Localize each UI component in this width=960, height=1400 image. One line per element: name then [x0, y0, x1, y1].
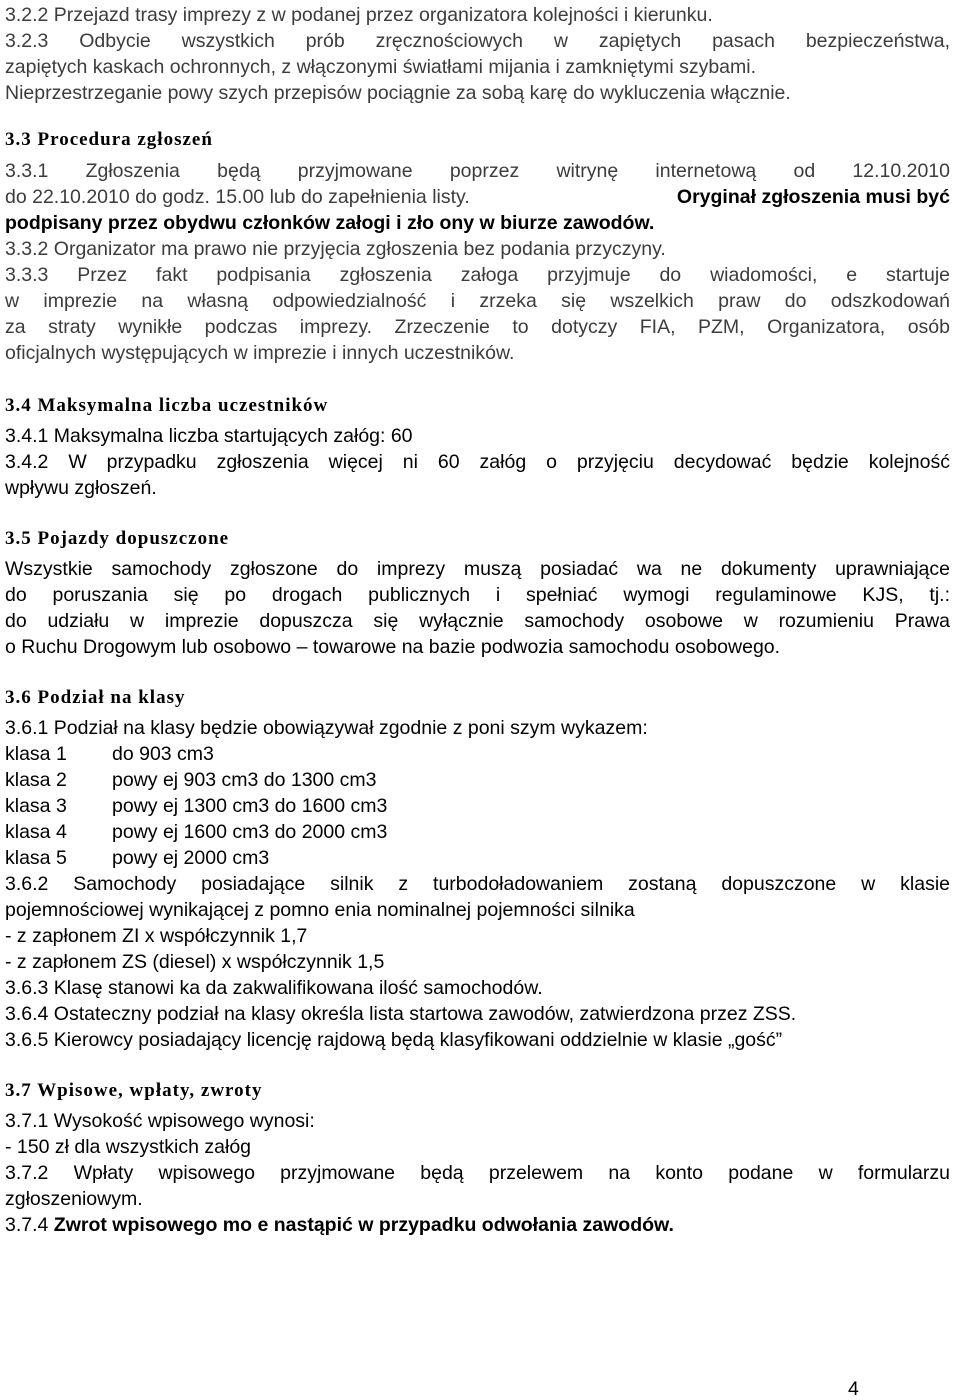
- class-name: klasa 4: [5, 821, 67, 843]
- class-range: powy ej 903 cm3 do 1300 cm3: [112, 769, 377, 791]
- section-heading-3-4: 3.4 Maksymalna liczba uczestników: [5, 395, 329, 416]
- rule-3-4-2: 3.4.2 W przypadku zgłoszenia więcej ni 60 załóg o przyjęciu decydować będzie kolejność: [5, 451, 950, 473]
- rule-3-3-3-cont3: oficjalnych występujących w imprezie i innych uczestników.: [5, 342, 515, 364]
- rule-3-6-2-cont: pojemnościowej wynikającej z pomno enia nominalnej pojemności silnika: [5, 899, 635, 921]
- class-name: klasa 1: [5, 743, 67, 765]
- class-name: klasa 2: [5, 769, 67, 791]
- rule-3-5-cont1: do poruszania się po drogach publicznych i spełniać wymogi regulaminowe KJS, tj.:: [5, 584, 950, 606]
- class-range: powy ej 1300 cm3 do 1600 cm3: [112, 795, 388, 817]
- rule-3-6-5: 3.6.5 Kierowcy posiadający licencję rajdową będą klasyfikowani oddzielnie w klasie „gość”: [5, 1029, 783, 1051]
- rule-3-7-1-amount: - 150 zł dla wszystkich załóg: [5, 1136, 252, 1158]
- section-heading-3-6: 3.6 Podział na klasy: [5, 687, 186, 708]
- rule-3-7-1: 3.7.1 Wysokość wpisowego wynosi:: [5, 1110, 315, 1132]
- section-heading-3-7: 3.7 Wpisowe, wpłaty, zwroty: [5, 1080, 263, 1101]
- rule-3-6-2-zi: - z zapłonem ZI x współczynnik 1,7: [5, 925, 308, 947]
- rule-3-3-1-dates: do 22.10.2010 do godz. 15.00 lub do zapełnienia listy.: [5, 186, 470, 208]
- rule-3-7-4-bold: Zwrot wpisowego mo e nastąpić w przypadku odwołania zawodów.: [53, 1214, 674, 1236]
- rule-3-2-2: 3.2.2 Przejazd trasy imprezy z w podanej przez organizatora kolejności i kierunku.: [5, 4, 713, 26]
- rule-3-2-3-cont: zapiętych kaskach ochronnych, z włączonymi światłami mijania i zamkniętymi szybami.: [5, 56, 757, 78]
- rule-3-7-2-cont: zgłoszeniowym.: [5, 1188, 143, 1210]
- rule-3-6-2: 3.6.2 Samochody posiadające silnik z turbodoładowaniem zostaną dopuszczone w klasie: [5, 873, 950, 895]
- section-heading-3-5: 3.5 Pojazdy dopuszczone: [5, 528, 230, 549]
- rule-3-3-3-cont1: w imprezie na własną odpowiedzialność i zrzeka się wszelkich praw do odszkodowań: [5, 290, 950, 312]
- rule-3-5-cont2: do udziału w imprezie dopuszcza się wyłącznie samochody osobowe w rozumieniu Prawa: [5, 610, 950, 632]
- rule-3-6-1: 3.6.1 Podział na klasy będzie obowiązywał zgodnie z poni szym wykazem:: [5, 717, 648, 739]
- class-name: klasa 5: [5, 847, 67, 869]
- rule-3-3-2: 3.3.2 Organizator ma prawo nie przyjęcia zgłoszenia bez podania przyczyny.: [5, 238, 666, 260]
- rule-3-7-4: [5, 1212, 674, 1238]
- class-range: powy ej 2000 cm3: [112, 847, 270, 869]
- rule-3-2-3: 3.2.3 Odbycie wszystkich prób zręcznościowych w zapiętych pasach bezpieczeństwa,: [5, 30, 950, 52]
- rule-3-7-2: 3.7.2 Wpłaty wpisowego przyjmowane będą przelewem na konto podane w formularzu: [5, 1162, 950, 1184]
- rule-3-2-3-penalty: Nieprzestrzeganie powy szych przepisów pociągnie za sobą karę do wykluczenia włącznie.: [5, 82, 791, 104]
- rule-3-3-1-signature-bold: podpisany przez obydwu członków załogi i zło ony w biurze zawodów.: [5, 212, 655, 234]
- class-range: do 903 cm3: [112, 743, 214, 765]
- rule-3-3-3-cont2: za straty wynikłe podczas imprezy. Zrzeczenie to dotyczy FIA, PZM, Organizatora, osób: [5, 316, 950, 338]
- class-name: klasa 3: [5, 795, 67, 817]
- page-number: 4: [848, 1378, 859, 1400]
- rule-3-3-1: 3.3.1 Zgłoszenia będą przyjmowane poprzez witrynę internetową od 12.10.2010: [5, 160, 950, 182]
- rule-3-3-1-original-bold: Oryginał zgłoszenia musi być: [676, 186, 950, 208]
- rule-3-7-4-number: 3.7.4: [5, 1214, 54, 1236]
- rule-3-5-cont3: o Ruchu Drogowym lub osobowo – towarowe na bazie podwozia samochodu osobowego.: [5, 636, 781, 658]
- class-range: powy ej 1600 cm3 do 2000 cm3: [112, 821, 388, 843]
- rule-3-6-4: 3.6.4 Ostateczny podział na klasy określa lista startowa zawodów, zatwierdzona przez ZSS.: [5, 1003, 797, 1025]
- rule-3-4-2-cont: wpływu zgłoszeń.: [5, 477, 157, 499]
- rule-3-6-2-zs: - z zapłonem ZS (diesel) x współczynnik 1,5: [5, 951, 385, 973]
- section-heading-3-3: 3.3 Procedura zgłoszeń: [5, 129, 213, 150]
- rule-3-4-1: 3.4.1 Maksymalna liczba startujących załóg: 60: [5, 425, 413, 447]
- rule-3-5-intro: Wszystkie samochody zgłoszone do imprezy muszą posiadać wa ne dokumenty uprawniające: [5, 558, 950, 580]
- rule-3-3-1-cont: [5, 184, 950, 210]
- rule-3-3-3: 3.3.3 Przez fakt podpisania zgłoszenia załoga przyjmuje do wiadomości, e startuje: [5, 264, 950, 286]
- rule-3-6-3: 3.6.3 Klasę stanowi ka da zakwalifikowana ilość samochodów.: [5, 977, 543, 999]
